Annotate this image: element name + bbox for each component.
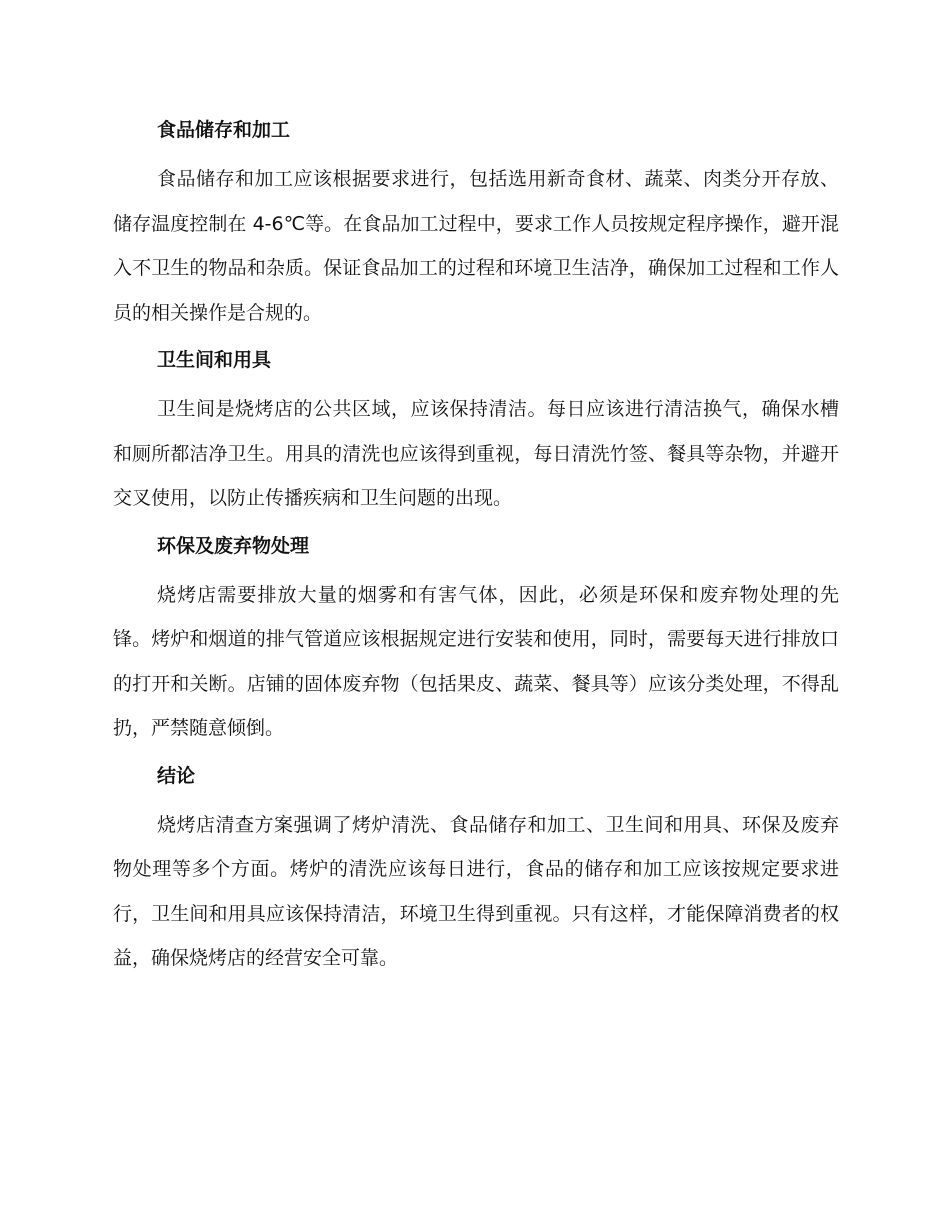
section-heading: 环保及废弃物处理 bbox=[157, 534, 310, 557]
section-restroom-utensils bbox=[113, 341, 839, 521]
document-content bbox=[113, 111, 839, 987]
section-paragraph: 烧烤店清查方案强调了烤炉清洗、食品储存和加工、卫生间和用具、环保及废弃物处理等多个方面。烤炉的清洗应该每日进行，食品的储存和加工应该按规定要求进行，卫生间和用具应该保持清洁，环境卫生得到重视。只有这样，才能保障消费者的权益，确保烧烤店的经营安全可靠。 bbox=[113, 813, 839, 969]
section-paragraph: 食品储存和加工应该根据要求进行，包括选用新奇食材、蔬菜、肉类分开存放、储存温度控制在 4-6℃等。在食品加工过程中，要求工作人员按规定程序操作，避开混入不卫生的物品和杂质。保证食品加工的过程和环境卫生洁净，确保加工过程和工作人员的相关操作是合规的。 bbox=[113, 168, 839, 324]
section-paragraph: 卫生间是烧烤店的公共区域，应该保持清洁。每日应该进行清洁换气，确保水槽和厕所都洁净卫生。用具的清洗也应该得到重视，每日清洗竹签、餐具等杂物，并避开交叉使用，以防止传播疾病和卫生问题的出现。 bbox=[113, 398, 839, 509]
section-food-storage bbox=[113, 111, 839, 335]
section-heading: 食品储存和加工 bbox=[157, 119, 291, 141]
section-heading: 结论 bbox=[157, 764, 196, 787]
section-paragraph: 烧烤店需要排放大量的烟雾和有害气体，因此，必须是环保和废弃物处理的先锋。烤炉和烟道的排气管道应该根据规定进行安装和使用，同时，需要每天进行排放口的打开和关断。店铺的固体废弃物（包括果皮、蔬菜、餐具等）应该分类处理，不得乱扔，严禁随意倾倒。 bbox=[113, 583, 839, 739]
section-heading: 卫生间和用具 bbox=[157, 349, 272, 371]
section-conclusion bbox=[113, 757, 839, 981]
section-environment-waste bbox=[113, 527, 839, 751]
